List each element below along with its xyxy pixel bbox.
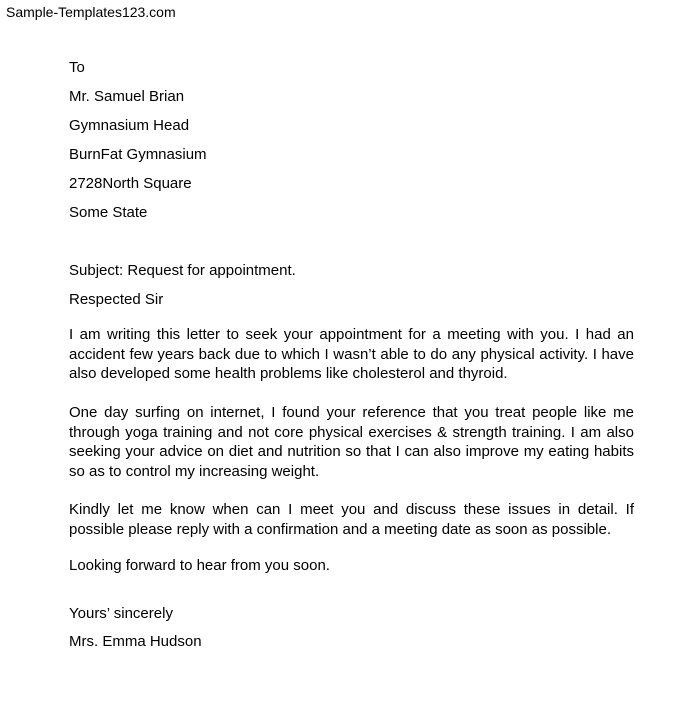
recipient-street: 2728North Square — [69, 175, 192, 192]
paragraph-2 — [69, 403, 634, 481]
paragraph-4: Looking forward to hear from you soon. — [69, 557, 330, 574]
watermark-text: Sample-Templates123.com — [6, 4, 176, 20]
paragraph-3-text: Kindly let me know when can I meet you and discuss these issues in detail. If possible please reply with a confirmation and a meeting date as soon as possible. — [69, 501, 634, 538]
recipient-name: Mr. Samuel Brian — [69, 88, 185, 105]
salutation: Respected Sir — [69, 291, 164, 308]
to-label: To — [69, 59, 85, 76]
paragraph-1-text: I am writing this letter to seek your appointment for a meeting with you. I had an accident few years back due to which I wasn’t able to do any physical activity. I have also developed some health problems like cholesterol and thyroid. — [69, 326, 634, 382]
recipient-state: Some State — [69, 204, 148, 221]
recipient-title: Gymnasium Head — [69, 117, 190, 134]
paragraph-2-text: One day surfing on internet, I found your reference that you treat people like me through yoga training and not core physical exercises & strength training. I am also seeking your advice on diet and nutrition so that I can also improve my eating habits so as to control my increasing weight. — [69, 404, 634, 480]
paragraph-3 — [69, 500, 634, 539]
recipient-organization: BurnFat Gymnasium — [69, 146, 207, 163]
subject-line: Subject: Request for appointment. — [69, 262, 296, 279]
paragraph-1 — [69, 325, 634, 384]
sender-name: Mrs. Emma Hudson — [69, 633, 202, 650]
closing: Yours’ sincerely — [69, 605, 173, 622]
